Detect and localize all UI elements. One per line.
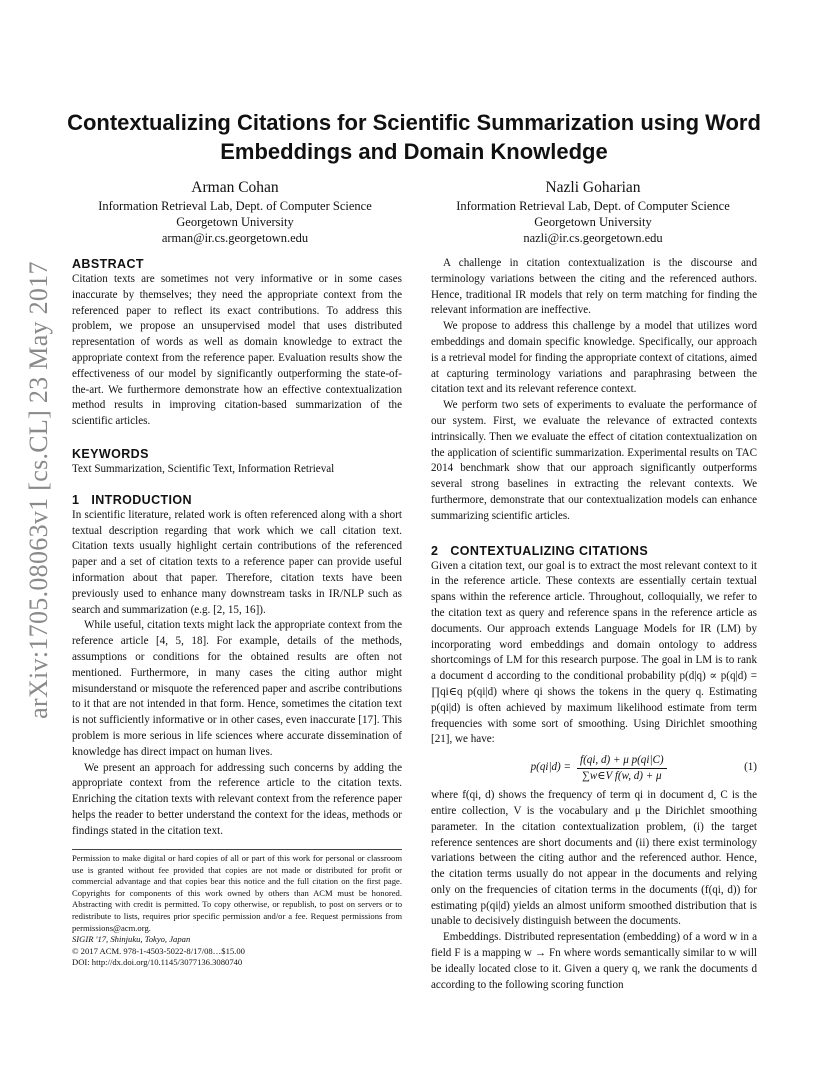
author-block-2: [418, 178, 768, 246]
equation-number: (1): [744, 761, 757, 774]
copyright-footnote: [72, 849, 402, 969]
arxiv-stamp-container: [21, 261, 57, 719]
abstract-text: Citation texts are sometimes not very informative or in some cases inaccurate by themselves; they need the appropriate context from the referenced paper to reflect its exact contributions. To address this problem, we propose an unsupervised model that uses distributed representation of words as well as domain knowledge to extract the appropriate context from the reference paper. Evaluation results show the effectiveness of our model by significantly outperforming the state-of-the-art. We furthermore demonstrate how an effective contextualization method results in improving citation-based summarization of the scientific articles.: [72, 273, 402, 428]
section-number: 1: [72, 492, 80, 507]
author-email: nazli@ir.cs.georgetown.edu: [523, 231, 663, 245]
author-name: Arman Cohan: [191, 179, 279, 196]
section-title: INTRODUCTION: [91, 492, 192, 507]
venue-line: SIGIR '17, Shinjuku, Tokyo, Japan: [72, 934, 191, 945]
abstract-heading: ABSTRACT: [72, 257, 144, 271]
section-number: 2: [431, 543, 439, 558]
section-title: CONTEXTUALIZING CITATIONS: [450, 543, 649, 558]
author-name: Nazli Goharian: [545, 179, 641, 196]
section-heading-contextualizing: [431, 543, 757, 559]
section2-paragraph-1: Given a citation text, our goal is to extract the most relevant context to it in the reference article. These contexts are essentially certain textual spans within the reference article. Throughout, colloquially, we refer to the citation text as query and reference spans in the reference article as documents. Our approach extends Language Models for IR (LM) by incorporating word embeddings and domain ontology to address shortcomings of LM for this research purpose. The goal in LM is to rank a document d according to the conditional probability p(d|q) ∝ p(q|d) = ∏qi∈q p(qi|d) where qi shows the tokens in the query q. Estimating p(qi|d) is often achieved by maximum likelihood estimate from term frequencies with some sort of smoothing. Using Dirichlet smoothing [21], we have:: [431, 559, 757, 746]
author-affiliation: Information Retrieval Lab, Dept. of Computer Science: [98, 199, 372, 213]
right-paragraph-2: We propose to address this challenge by a model that utilizes word embeddings and domain specific knowledge. Specifically, our approach is a retrieval model for finding the appropriate context of citations, aimed at capturing terminology variations and paraphrasing between the citation text and its relevant reference context.: [431, 320, 757, 396]
author-email: arman@ir.cs.georgetown.edu: [161, 231, 309, 245]
keywords-text: Text Summarization, Scientific Text, Information Retrieval: [72, 462, 335, 475]
doi-line: DOI: http://dx.doi.org/10.1145/3077136.3080740: [72, 957, 243, 968]
intro-paragraph-2: While useful, citation texts might lack the appropriate context from the reference article [4, 5, 18]. For example, details of the methods, assumptions or conditions for the obtained results are often not mentioned. Furthermore, in many cases the citing author might misunderstand or misquote the referenced paper and ascribe contributions to it that are not intended in that form. Hence, sometimes the citation text is not sufficiently informative or in other cases, even inaccurate [17]. This problem is more serious in life sciences where accurate dissemination of knowledge has direct impact on human lives.: [72, 619, 402, 758]
equation-denominator: ∑w∈V f(w, d) + μ: [581, 769, 662, 782]
intro-paragraph-1: In scientific literature, related work is often referenced along with a short textual description regarding that work which we call citation text. Citation texts usually highlight certain contributions of the referenced paper and a set of citation texts to a reference paper can provide useful information about that paper. Therefore, citation texts have been previously used to enhance many downstream tasks in IR/NLP such as search and summarization (e.g. [2, 15, 16]).: [72, 508, 402, 616]
author-university: Georgetown University: [176, 215, 294, 229]
author-affiliation: Information Retrieval Lab, Dept. of Computer Science: [456, 199, 730, 213]
section2-paragraph-3: Embeddings. Distributed representation (embedding) of a word w in a field F is a mapping w → Fn where words semantically similar to w will be ideally located close to it. Given a query q, we rank the documents d according to the following scoring function: [431, 931, 757, 991]
right-column: [431, 256, 757, 993]
author-block-1: [60, 178, 410, 246]
author-university: Georgetown University: [534, 215, 652, 229]
keywords-heading: KEYWORDS: [72, 446, 149, 461]
arxiv-stamp: arXiv:1705.08063v1 [cs.CL] 23 May 2017: [24, 261, 53, 719]
paper-title: Contextualizing Citations for Scientific Summarization using Word Embeddings and Domain Knowledge: [67, 110, 761, 164]
section2-paragraph-2: where f(qi, d) shows the frequency of term qi in document d, C is the entire collection, V is the vocabulary and μ the Dirichlet smoothing parameter. In the citation contextualization problem, (i) the target reference sentences are short documents and (ii) there exist terminology variations between the citing author and the referenced author. Hence, the citation terms usually do not appear in the documents and relying only on the frequencies of citation terms in the documents (f(qi, d)) for estimating p(qi|d) yields an almost uniform smoothed distribution that is unable to decisively distinguish between the documents.: [431, 789, 757, 928]
copyright-line: © 2017 ACM. 978-1-4503-5022-8/17/08…$15.00: [72, 945, 245, 956]
equation-1: [431, 750, 757, 786]
left-column: [72, 256, 402, 840]
right-paragraph-3: We perform two sets of experiments to evaluate the performance of our system. First, we evaluate the relevance of extracted contexts intrinsically. Then we evaluate the effect of citation contextualization on the application of scientific summarization. Experimental results on TAC 2014 benchmark show that our approach significantly outperforms several strong baselines in extracting the relevant contexts. We furthermore, demonstrate that our contextualization models can enhance summarizing scientific articles.: [431, 399, 757, 522]
equation-numerator: f(qi, d) + μ p(qi|C): [577, 753, 667, 769]
right-paragraph-1: A challenge in citation contextualization is the discourse and terminology variations between the citing and the referenced authors. Hence, traditional IR models that rely on term matching for finding the relevant information are ineffective.: [431, 257, 757, 317]
intro-paragraph-3: We present an approach for addressing such concerns by adding the appropriate context from the reference article to the citation texts. Enriching the citation texts with relevant context from the reference paper helps the reader to better understand the context for the ideas, methods or findings stated in the citation text.: [72, 761, 402, 837]
equation-lhs: p(qi|d) =: [530, 761, 571, 774]
equation-fraction: [577, 753, 667, 784]
section-heading-introduction: [72, 492, 402, 508]
permission-notice: Permission to make digital or hard copies of all or part of this work for personal or classroom use is granted without fee provided that copies are not made or distributed for profit or commercial advantage and that copies bear this notice and the full citation on the first page. Copyrights for components of this work owned by others than ACM must be honored. Abstracting with credit is permitted. To copy otherwise, or republish, to post on servers or to redistribute to lists, requires prior specific permission and/or a fee. Request permissions from permissions@acm.org.: [72, 853, 402, 933]
